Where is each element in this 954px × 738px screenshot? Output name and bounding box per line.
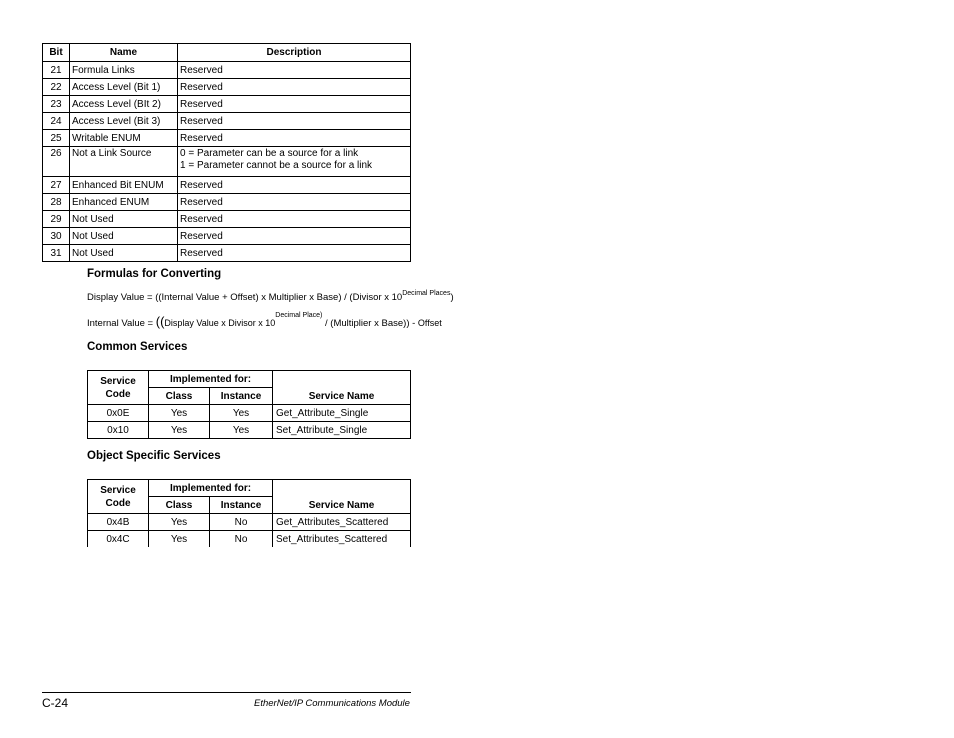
- table-row: [43, 96, 411, 113]
- table-row: [88, 422, 411, 439]
- bit-cell: 23: [43, 96, 70, 113]
- bit-cell: 21: [43, 62, 70, 79]
- name-cell: Not Used: [70, 228, 178, 245]
- display-formula-close: ): [450, 292, 454, 303]
- object-services-table: [87, 479, 411, 547]
- header-description: Description: [178, 44, 411, 62]
- name-cell: Enhanced ENUM: [70, 194, 178, 211]
- description-cell: Reserved: [178, 79, 411, 96]
- table-header-row: [88, 480, 411, 497]
- display-value-formula: [87, 292, 454, 303]
- table-row: [88, 514, 411, 531]
- name-cell: Enhanced Bit ENUM: [70, 177, 178, 194]
- description-cell: Reserved: [178, 228, 411, 245]
- internal-formula-paren: ((: [155, 314, 165, 329]
- footer-rule: [42, 692, 411, 693]
- bit-cell: 30: [43, 228, 70, 245]
- bit-table-header: [43, 44, 411, 62]
- table-row: [88, 531, 411, 548]
- formulas-heading: Formulas for Converting: [87, 268, 222, 280]
- class-cell: Yes: [149, 514, 210, 531]
- instance-cell: Yes: [210, 422, 273, 439]
- service-code-cell: 0x4B: [88, 514, 149, 531]
- display-formula-exponent: Decimal Places: [402, 290, 451, 297]
- name-cell: Not a Link Source: [70, 147, 178, 177]
- service-code-label: Service: [100, 375, 136, 387]
- description-cell: Reserved: [178, 177, 411, 194]
- internal-formula-mid: Display Value x Divisor x 10: [164, 318, 276, 328]
- bit-cell: 22: [43, 79, 70, 96]
- implemented-for-header: Implemented for:: [149, 371, 273, 388]
- page-number: C-24: [42, 696, 69, 710]
- bit-cell: 31: [43, 245, 70, 262]
- common-services-heading: Common Services: [87, 341, 188, 353]
- description-cell: [178, 147, 411, 177]
- service-name-cell: Get_Attributes_Scattered: [273, 514, 411, 531]
- table-row: [43, 130, 411, 147]
- internal-formula-offset: Offset: [417, 318, 442, 328]
- table-row: [43, 79, 411, 96]
- instance-header: Instance: [210, 388, 273, 405]
- object-services-heading: Object Specific Services: [87, 450, 221, 462]
- service-code-label: Code: [105, 388, 131, 400]
- bit-cell: 25: [43, 130, 70, 147]
- table-row: [43, 228, 411, 245]
- bit-cell: 29: [43, 211, 70, 228]
- table-row: [43, 62, 411, 79]
- display-formula-text: Display Value = ((Internal Value + Offset) x Multiplier x Base) / (Divisor x 10: [87, 292, 403, 303]
- instance-cell: No: [210, 531, 273, 548]
- bit-table: [42, 43, 411, 262]
- table-row: [43, 147, 411, 177]
- table-row: [43, 211, 411, 228]
- bit-cell: 27: [43, 177, 70, 194]
- table-row: [88, 405, 411, 422]
- service-code-label: Code: [105, 497, 131, 509]
- service-name-cell: Get_Attribute_Single: [273, 405, 411, 422]
- service-name-cell: Set_Attributes_Scattered: [273, 531, 411, 548]
- description-cell: Reserved: [178, 113, 411, 130]
- description-cell: Reserved: [178, 96, 411, 113]
- common-services-table: [87, 370, 411, 439]
- internal-formula-end: (Multiplier x Base)) -: [330, 318, 418, 329]
- table-row: [43, 177, 411, 194]
- service-code-label: Service: [100, 484, 136, 496]
- description-cell: Reserved: [178, 245, 411, 262]
- service-code-cell: 0x0E: [88, 405, 149, 422]
- table-header-row: [88, 371, 411, 388]
- table-row: [43, 113, 411, 130]
- service-code-header: [88, 371, 149, 405]
- description-line: 1 = Parameter cannot be a source for a link: [180, 160, 373, 171]
- class-cell: Yes: [149, 422, 210, 439]
- description-cell: Reserved: [178, 62, 411, 79]
- header-bit: Bit: [43, 44, 70, 62]
- service-name-cell: Set_Attribute_Single: [273, 422, 411, 439]
- class-cell: Yes: [149, 405, 210, 422]
- class-header: Class: [149, 497, 210, 514]
- name-cell: Access Level (BIt 2): [70, 96, 178, 113]
- name-cell: Formula Links: [70, 62, 178, 79]
- description-cell: Reserved: [178, 194, 411, 211]
- description-cell: Reserved: [178, 211, 411, 228]
- class-header: Class: [149, 388, 210, 405]
- name-cell: Not Used: [70, 211, 178, 228]
- header-name: Name: [70, 44, 178, 62]
- description-cell: Reserved: [178, 130, 411, 147]
- description-line: 0 = Parameter can be a source for a link: [180, 148, 359, 159]
- name-cell: Writable ENUM: [70, 130, 178, 147]
- instance-cell: No: [210, 514, 273, 531]
- internal-formula-lead: Internal Value =: [87, 318, 156, 329]
- service-name-header: Service Name: [273, 480, 411, 514]
- internal-formula-exponent: Decimal Place): [275, 312, 323, 319]
- name-cell: Access Level (Bit 3): [70, 113, 178, 130]
- table-row: [43, 245, 411, 262]
- service-name-header: Service Name: [273, 371, 411, 405]
- service-code-header: [88, 480, 149, 514]
- instance-cell: Yes: [210, 405, 273, 422]
- name-cell: Not Used: [70, 245, 178, 262]
- class-cell: Yes: [149, 531, 210, 548]
- bit-cell: 24: [43, 113, 70, 130]
- bit-cell: 28: [43, 194, 70, 211]
- service-code-cell: 0x10: [88, 422, 149, 439]
- service-code-cell: 0x4C: [88, 531, 149, 548]
- table-row: [43, 194, 411, 211]
- internal-formula-slash: /: [322, 318, 331, 329]
- name-cell: Access Level (Bit 1): [70, 79, 178, 96]
- bit-cell: 26: [43, 147, 70, 177]
- footer-title: EtherNet/IP Communications Module: [254, 698, 410, 709]
- internal-value-formula: [87, 314, 442, 329]
- implemented-for-header: Implemented for:: [149, 480, 273, 497]
- instance-header: Instance: [210, 497, 273, 514]
